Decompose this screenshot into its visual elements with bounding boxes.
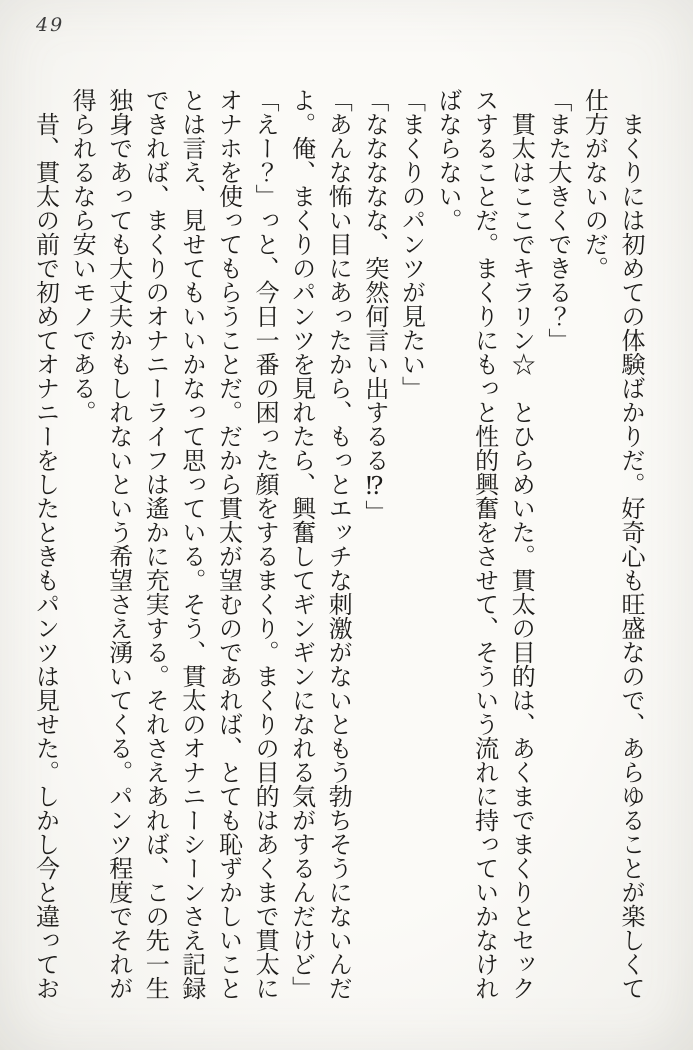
dialogue-paragraph: 「ななななな、突然何言い出するる⁉」	[360, 88, 389, 524]
vertical-text-block	[27, 88, 649, 1001]
paragraph: まくりには初めての体験ばかりだ。好奇心も旺盛なので、あらゆることが楽しくて仕方がないのだ。	[580, 88, 645, 1000]
dialogue-paragraph: 「あんな怖い目にあったから、もっとエッチな刺激がないともう勃ちそうにないんだよ。俺、まくりのパンツを見れたら、興奮してギンギンになれる気がするんだけど」	[287, 88, 353, 1000]
page-number: 49	[36, 14, 65, 36]
paragraph: 貫太はここでキラリン☆ とひらめいた。貫太の目的は、あくまでまくりとセックスすることだ。まくりにもっと性的興奮をさせて、そういう流れに持っていかなければならない。	[434, 88, 536, 1000]
paragraph: 昔、貫太の前で初めてオナニーをしたときもパンツは見せた。しかし今と違ってお	[31, 112, 60, 1000]
dialogue-paragraph: 「まくりのパンツが見たい」	[397, 88, 426, 400]
dialogue-paragraph: 「また大きくできる？」	[543, 88, 572, 352]
paragraph: 「えー？」っと、今日一番の困った顔をするまくり。まくりの目的はあくまで貫太にオナホを使ってもらうことだ。だから貫太が望むのであれば、とても恥ずかしいこととは言え、見せてもいいかなって思っている。そう、貫太のオナニーシーンさえ記録できれば、まくりのオナニーライフは遙かに充実する。それさえあれば、この先一生独身であっても大丈夫かもしれないという希望さえ湧いてくる。パンツ程度でそれが得られるなら安いモノである。	[68, 88, 280, 1000]
